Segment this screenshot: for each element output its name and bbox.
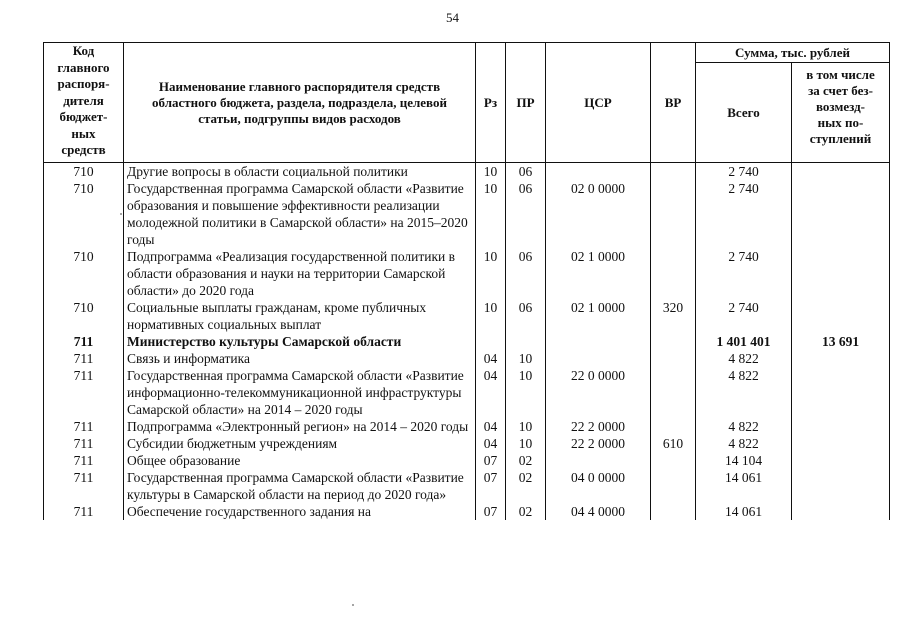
cell-pr: 06 — [506, 248, 546, 299]
table-row — [44, 367, 890, 418]
cell-total: 4 822 — [696, 418, 792, 435]
cell-pr: 06 — [506, 163, 546, 181]
cell-vr: 320 — [651, 299, 696, 333]
cell-vr — [651, 248, 696, 299]
cell-name: Обеспечение государственного задания на — [124, 503, 476, 520]
cell-vr — [651, 469, 696, 503]
cell-incl — [792, 180, 890, 248]
cell-code: 711 — [44, 452, 124, 469]
cell-vr — [651, 163, 696, 181]
cell-vr — [651, 452, 696, 469]
cell-name: Государственная программа Самарской области «Развитие информационно-телекоммуникационной инфраструктуры Самарской области» на 2014 – 2020 годы — [124, 367, 476, 418]
cell-code: 711 — [44, 367, 124, 418]
header-name: Наименование главного распорядителя средств областного бюджета, раздела, подраздела, целевой статьи, подгруппы видов расходов — [124, 43, 476, 163]
cell-incl — [792, 350, 890, 367]
cell-rz: 04 — [476, 435, 506, 452]
cell-total: 14 061 — [696, 469, 792, 503]
cell-rz: 10 — [476, 180, 506, 248]
cell-csr: 22 2 0000 — [546, 435, 651, 452]
page-number: 54 — [446, 10, 459, 25]
cell-vr — [651, 503, 696, 520]
cell-vr — [651, 350, 696, 367]
cell-pr: 02 — [506, 452, 546, 469]
header-pr: ПР — [506, 43, 546, 163]
header-code: Код главного распоря- дителя бюджет- ных средств — [44, 43, 124, 163]
cell-total: 4 822 — [696, 367, 792, 418]
header-vr: ВР — [651, 43, 696, 163]
cell-code: 711 — [44, 418, 124, 435]
table-row — [44, 452, 890, 469]
cell-incl — [792, 163, 890, 181]
cell-pr: 06 — [506, 299, 546, 333]
cell-code: 711 — [44, 350, 124, 367]
cell-csr: 02 1 0000 — [546, 248, 651, 299]
cell-name: Подпрограмма «Электронный регион» на 2014 – 2020 годы — [124, 418, 476, 435]
cell-pr: 10 — [506, 367, 546, 418]
header-incl: в том числе за счет без- возмезд- ных по- ступлений — [792, 63, 890, 163]
cell-vr — [651, 333, 696, 350]
cell-rz: 07 — [476, 503, 506, 520]
budget-table — [43, 42, 890, 520]
cell-rz: 10 — [476, 248, 506, 299]
cell-total: 2 740 — [696, 180, 792, 248]
cell-code: 711 — [44, 435, 124, 452]
cell-code: 710 — [44, 180, 124, 248]
header-sum-group: Сумма, тыс. рублей — [696, 43, 890, 63]
cell-pr: 02 — [506, 503, 546, 520]
cell-csr — [546, 163, 651, 181]
cell-name: Социальные выплаты гражданам, кроме публичных нормативных социальных выплат — [124, 299, 476, 333]
cell-total: 14 104 — [696, 452, 792, 469]
cell-incl — [792, 367, 890, 418]
cell-total: 4 822 — [696, 350, 792, 367]
cell-code: 711 — [44, 469, 124, 503]
cell-pr: 10 — [506, 435, 546, 452]
cell-incl — [792, 435, 890, 452]
cell-incl: 13 691 — [792, 333, 890, 350]
cell-rz — [476, 333, 506, 350]
cell-incl — [792, 469, 890, 503]
cell-code: 710 — [44, 299, 124, 333]
cell-rz: 04 — [476, 367, 506, 418]
cell-incl — [792, 503, 890, 520]
cell-rz: 10 — [476, 299, 506, 333]
cell-rz: 10 — [476, 163, 506, 181]
cell-name: Подпрограмма «Реализация государственной политики в области образования и науки на территории Самарской области» до 2020 года — [124, 248, 476, 299]
header-rz: Рз — [476, 43, 506, 163]
table-row — [44, 180, 890, 248]
cell-rz: 07 — [476, 469, 506, 503]
cell-code: 710 — [44, 163, 124, 181]
table-row — [44, 299, 890, 333]
cell-csr — [546, 452, 651, 469]
cell-csr: 04 0 0000 — [546, 469, 651, 503]
table-row — [44, 503, 890, 520]
cell-total: 2 740 — [696, 163, 792, 181]
table-row — [44, 435, 890, 452]
cell-code: 711 — [44, 503, 124, 520]
scan-speck — [120, 213, 122, 215]
cell-total: 14 061 — [696, 503, 792, 520]
cell-csr: 02 0 0000 — [546, 180, 651, 248]
cell-rz: 04 — [476, 350, 506, 367]
cell-rz: 07 — [476, 452, 506, 469]
cell-csr — [546, 333, 651, 350]
table-row — [44, 418, 890, 435]
table-row — [44, 248, 890, 299]
cell-name: Другие вопросы в области социальной политики — [124, 163, 476, 181]
cell-csr: 22 2 0000 — [546, 418, 651, 435]
scan-speck — [352, 604, 354, 606]
cell-total: 2 740 — [696, 248, 792, 299]
table-row — [44, 350, 890, 367]
cell-csr: 22 0 0000 — [546, 367, 651, 418]
table-row — [44, 333, 890, 350]
cell-vr — [651, 367, 696, 418]
cell-csr: 02 1 0000 — [546, 299, 651, 333]
cell-pr: 06 — [506, 180, 546, 248]
cell-code: 710 — [44, 248, 124, 299]
cell-total: 2 740 — [696, 299, 792, 333]
cell-rz: 04 — [476, 418, 506, 435]
cell-pr: 10 — [506, 350, 546, 367]
cell-total: 1 401 401 — [696, 333, 792, 350]
cell-vr — [651, 180, 696, 248]
header-total: Всего — [696, 63, 792, 163]
cell-vr: 610 — [651, 435, 696, 452]
cell-name: Субсидии бюджетным учреждениям — [124, 435, 476, 452]
cell-pr — [506, 333, 546, 350]
cell-name: Министерство культуры Самарской области — [124, 333, 476, 350]
cell-name: Общее образование — [124, 452, 476, 469]
cell-incl — [792, 248, 890, 299]
cell-incl — [792, 418, 890, 435]
cell-csr: 04 4 0000 — [546, 503, 651, 520]
cell-incl — [792, 452, 890, 469]
cell-name: Государственная программа Самарской области «Развитие образования и повышение эффективности реализации молодежной политики в Самарской области» на 2015–2020 годы — [124, 180, 476, 248]
header-csr: ЦСР — [546, 43, 651, 163]
table-row — [44, 469, 890, 503]
table-row — [44, 163, 890, 181]
table-body — [44, 163, 890, 521]
cell-vr — [651, 418, 696, 435]
cell-code: 711 — [44, 333, 124, 350]
cell-pr: 10 — [506, 418, 546, 435]
cell-pr: 02 — [506, 469, 546, 503]
cell-total: 4 822 — [696, 435, 792, 452]
cell-name: Государственная программа Самарской области «Развитие культуры в Самарской области на период до 2020 года» — [124, 469, 476, 503]
cell-incl — [792, 299, 890, 333]
cell-name: Связь и информатика — [124, 350, 476, 367]
cell-csr — [546, 350, 651, 367]
